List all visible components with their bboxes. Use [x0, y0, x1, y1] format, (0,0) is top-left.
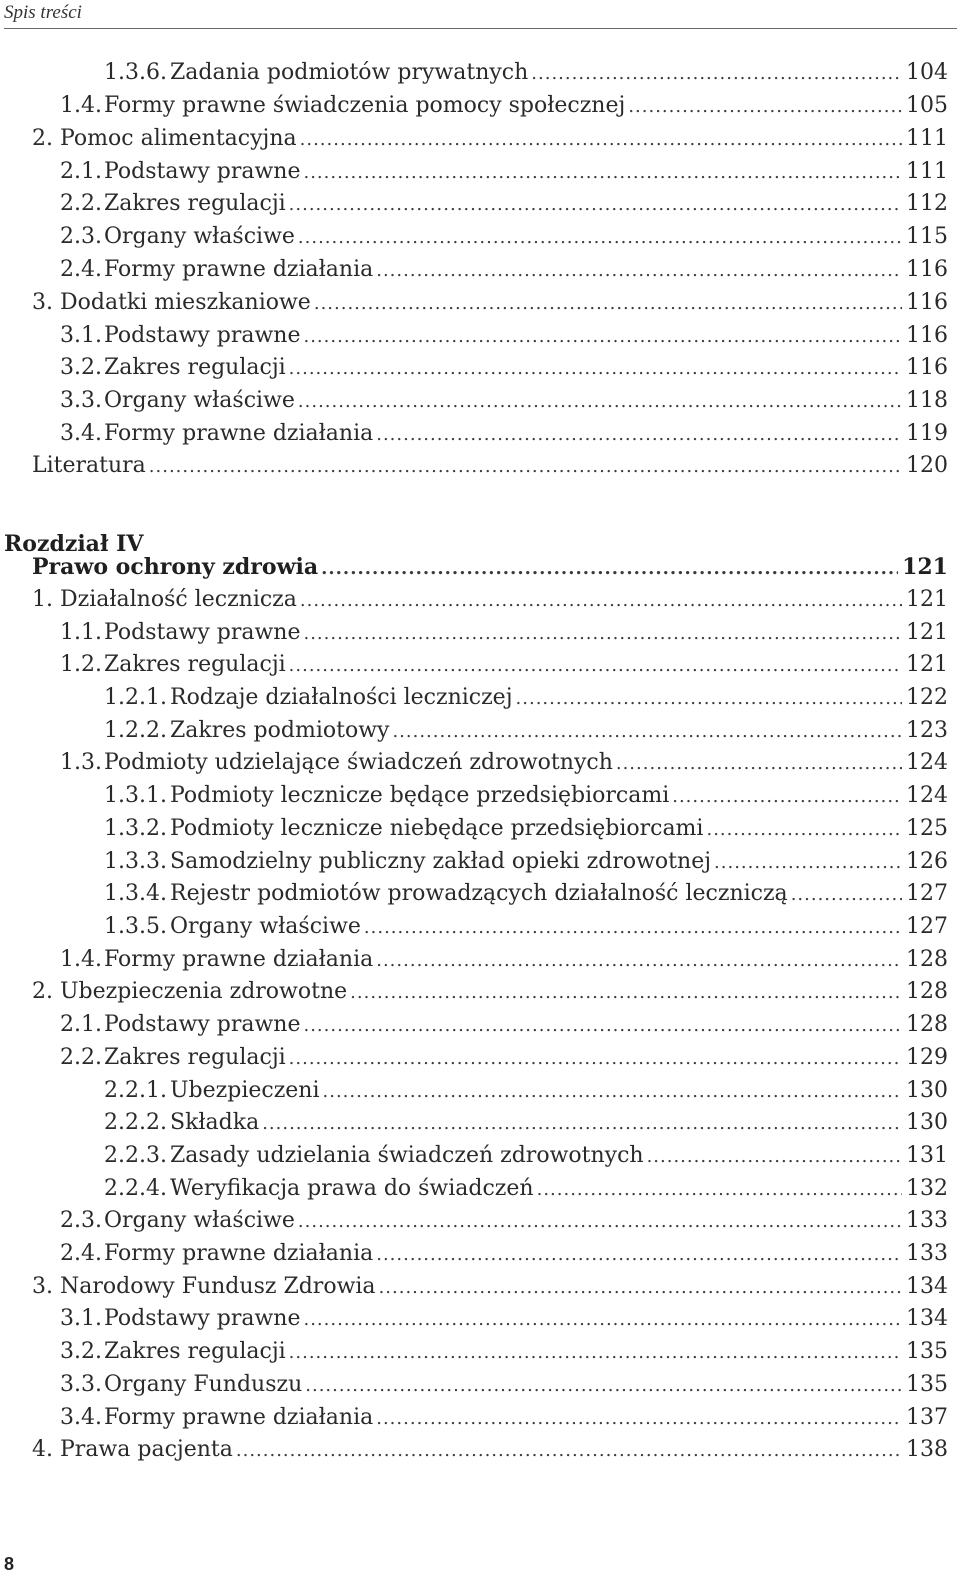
toc-entry-title: Podstawy prawne: [104, 323, 301, 348]
dot-leader: [647, 1143, 902, 1171]
dot-leader: [289, 1339, 902, 1367]
toc-entry-page: 135: [906, 1372, 948, 1397]
toc-entry-page: 127: [906, 914, 948, 939]
toc-entry-number: 4.: [32, 1437, 53, 1462]
toc-entry-title: Organy właściwe: [104, 224, 295, 249]
toc-entry-number: 1.2.1.: [104, 685, 167, 710]
dot-leader: [537, 1176, 902, 1204]
toc-entry: [60, 420, 948, 449]
toc-entry-number: 1.2.2.: [104, 718, 167, 743]
toc-entry-title: Podstawy prawne: [104, 620, 301, 645]
toc-entry-title: Ubezpieczenia zdrowotne: [60, 979, 348, 1004]
toc-entry-title: Organy właściwe: [104, 1208, 295, 1233]
toc-entry-page: 121: [902, 554, 948, 580]
toc-entry: [60, 619, 948, 648]
toc-entry-number: 1.1.: [60, 620, 102, 645]
toc-entry-page: 116: [906, 290, 948, 315]
toc-entry-title: Zakres podmiotowy: [170, 718, 390, 743]
toc-entry-title: Podmioty lecznicze niebędące przedsiębiorcami: [170, 816, 704, 841]
toc-entry-page: 112: [906, 191, 948, 216]
toc-entry: [60, 946, 948, 975]
toc-entry-page: 118: [906, 388, 948, 413]
toc-entry: [104, 1142, 948, 1171]
toc-entry-number: 1.3.2.: [104, 816, 167, 841]
toc-entry-title: Rejestr podmiotów prowadzących działalność leczniczą: [170, 881, 788, 906]
dot-leader: [376, 1405, 902, 1433]
toc-entry: [32, 978, 948, 1007]
toc-entry-number: 3.2.: [60, 355, 102, 380]
toc-entry-page: 115: [906, 224, 948, 249]
toc-entry-page: 105: [906, 93, 948, 118]
dot-leader: [323, 1078, 902, 1106]
toc-entry-number: 3.2.: [60, 1339, 102, 1364]
dot-leader: [303, 159, 902, 187]
toc-entry-page: 133: [906, 1241, 948, 1266]
toc-entry-title: Podstawy prawne: [104, 1012, 301, 1037]
toc-entry: [32, 586, 948, 615]
toc-entry-page: 116: [906, 355, 948, 380]
toc-entry: [60, 1207, 948, 1236]
dot-leader: [303, 1306, 902, 1334]
toc-entry-page: 137: [906, 1405, 948, 1430]
running-head: Spis treści: [4, 2, 82, 23]
dot-leader: [364, 914, 902, 942]
toc-entry-page: 128: [906, 979, 948, 1004]
toc-entry-title: Zakres regulacji: [104, 191, 286, 216]
dot-leader: [298, 1208, 902, 1236]
toc-entry-title: Prawo ochrony zdrowia: [32, 554, 319, 580]
dot-leader: [392, 718, 902, 746]
page-number: 8: [4, 1554, 15, 1574]
toc-entry-title: Zakres regulacji: [104, 652, 286, 677]
toc-entry-number: 3.3.: [60, 1372, 102, 1397]
toc-entry-number: 2.3.: [60, 1208, 102, 1233]
toc-entry-number: 2.2.1.: [104, 1078, 167, 1103]
toc-entry-number: 1.3.: [60, 750, 102, 775]
toc-entry: [60, 387, 948, 416]
toc-entry-number: 2.1.: [60, 1012, 102, 1037]
toc-entry-page: 133: [906, 1208, 948, 1233]
toc-entry-number: 2.2.2.: [104, 1110, 167, 1135]
toc-entry-number: 2.3.: [60, 224, 102, 249]
toc-entry-number: 2.4.: [60, 257, 102, 282]
toc-entry-title: Rodzaje działalności leczniczej: [170, 685, 513, 710]
toc-entry-number: 1.3.1.: [104, 783, 167, 808]
toc-entry-page: 116: [906, 257, 948, 282]
dot-leader: [628, 93, 902, 121]
toc-entry-page: 111: [906, 126, 948, 151]
toc-entry: [104, 782, 948, 811]
toc-entry: [104, 1109, 948, 1138]
toc-entry: [60, 92, 948, 121]
toc-entry-number: 3.: [32, 290, 53, 315]
dot-leader: [350, 979, 902, 1007]
toc-entry-page: 130: [906, 1078, 948, 1103]
dot-leader: [300, 587, 902, 615]
dot-leader: [376, 1241, 902, 1269]
toc-entry-title: Składka: [170, 1110, 260, 1135]
toc-entry: [60, 1404, 948, 1433]
toc-entry-number: 1.: [32, 587, 53, 612]
dot-leader: [289, 191, 902, 219]
toc-entry-number: 3.1.: [60, 323, 102, 348]
toc-entry-number: 2.2.: [60, 1045, 102, 1070]
toc-entry-page: 130: [906, 1110, 948, 1135]
toc-entry: [32, 125, 948, 154]
toc-entry-page: 119: [906, 421, 948, 446]
toc-entry-title: Podstawy prawne: [104, 1306, 301, 1331]
toc-entry-page: 128: [906, 947, 948, 972]
dot-leader: [791, 881, 902, 909]
toc-entry: [32, 553, 948, 583]
toc-entry: [32, 289, 948, 318]
header-rule: [4, 28, 957, 29]
toc-entry-page: 120: [906, 453, 948, 478]
dot-leader: [376, 947, 902, 975]
toc-entry-page: 132: [906, 1176, 948, 1201]
toc-entry-title: Zadania podmiotów prywatnych: [170, 60, 529, 85]
toc-entry: [104, 913, 948, 942]
toc-entry-number: 1.3.3.: [104, 849, 167, 874]
toc-entry-number: 2.4.: [60, 1241, 102, 1266]
dot-leader: [706, 816, 902, 844]
dot-leader: [303, 323, 902, 351]
dot-leader: [321, 555, 898, 583]
toc-entry-title: Ubezpieczeni: [170, 1078, 320, 1103]
dot-leader: [616, 750, 902, 778]
dot-leader: [298, 224, 902, 252]
dot-leader: [298, 388, 902, 416]
toc-entry-number: 3.1.: [60, 1306, 102, 1331]
toc-entry-title: Dodatki mieszkaniowe: [60, 290, 311, 315]
toc-entry-number: 2.1.: [60, 159, 102, 184]
toc-entry: [60, 322, 948, 351]
dot-leader: [376, 257, 902, 285]
toc-entry-page: 129: [906, 1045, 948, 1070]
toc-entry-number: 1.4.: [60, 947, 102, 972]
toc-entry-page: 126: [906, 849, 948, 874]
toc-entry-page: 111: [906, 159, 948, 184]
toc-entry-title: Organy właściwe: [170, 914, 361, 939]
toc-entry-title: Podstawy prawne: [104, 159, 301, 184]
toc-entry: [60, 749, 948, 778]
toc-entry-page: 127: [906, 881, 948, 906]
toc-entry-number: 2.2.4.: [104, 1176, 167, 1201]
toc-entry-page: 124: [906, 783, 948, 808]
toc-entry-title: Literatura: [32, 453, 146, 478]
toc-entry: [60, 651, 948, 680]
toc-entry-page: 138: [906, 1437, 948, 1462]
toc-entry-title: Organy właściwe: [104, 388, 295, 413]
dot-leader: [516, 685, 902, 713]
dot-leader: [300, 126, 902, 154]
toc-entry-number: 2.: [32, 979, 53, 1004]
dot-leader: [305, 1372, 902, 1400]
dot-leader: [714, 849, 902, 877]
toc-entry: [60, 256, 948, 285]
toc-entry: [104, 684, 948, 713]
dot-leader: [376, 421, 902, 449]
toc-entry-page: 124: [906, 750, 948, 775]
dot-leader: [379, 1274, 902, 1302]
toc-entry: [32, 1436, 948, 1465]
toc-entry-page: 128: [906, 1012, 948, 1037]
dot-leader: [236, 1437, 902, 1465]
toc-entry-title: Prawa pacjenta: [60, 1437, 233, 1462]
toc-entry: [104, 815, 948, 844]
toc-entry-page: 121: [906, 652, 948, 677]
toc-entry-title: Zakres regulacji: [104, 355, 286, 380]
toc-entry-title: Działalność lecznicza: [60, 587, 297, 612]
toc-entry-number: 3.3.: [60, 388, 102, 413]
toc-entry-number: 3.: [32, 1274, 53, 1299]
toc-entry-page: 125: [906, 816, 948, 841]
toc-entry-number: 1.4.: [60, 93, 102, 118]
dot-leader: [289, 355, 902, 383]
toc-entry-page: 116: [906, 323, 948, 348]
toc-entry-page: 122: [906, 685, 948, 710]
toc-entry-number: 1.2.: [60, 652, 102, 677]
toc-entry: [60, 1371, 948, 1400]
toc-entry: [60, 190, 948, 219]
dot-leader: [149, 453, 902, 481]
toc-entry-title: Samodzielny publiczny zakład opieki zdrowotnej: [170, 849, 712, 874]
toc-entry-title: Zasady udzielania świadczeń zdrowotnych: [170, 1143, 644, 1168]
toc-entry-title: Formy prawne działania: [104, 421, 374, 446]
dot-leader: [262, 1110, 902, 1138]
toc-entry-number: 3.4.: [60, 1405, 102, 1430]
toc-entry: [60, 1338, 948, 1367]
toc-entry: [104, 1077, 948, 1106]
toc-entry: [60, 354, 948, 383]
toc-entry: [32, 452, 948, 481]
toc-entry-title: Formy prawne świadczenia pomocy społecznej: [104, 93, 626, 118]
toc-entry-title: Podmioty udzielające świadczeń zdrowotnych: [104, 750, 613, 775]
toc-entry-number: 2.2.3.: [104, 1143, 167, 1168]
toc-entry-number: 2.2.: [60, 191, 102, 216]
toc-entry-title: Pomoc alimentacyjna: [60, 126, 297, 151]
toc-entry-page: 121: [906, 620, 948, 645]
toc-entry-page: 135: [906, 1339, 948, 1364]
toc-entry-title: Organy Funduszu: [104, 1372, 303, 1397]
toc-entry-title: Zakres regulacji: [104, 1339, 286, 1364]
toc-entry-title: Narodowy Fundusz Zdrowia: [60, 1274, 376, 1299]
toc-entry-page: 121: [906, 587, 948, 612]
toc-entry-number: 3.4.: [60, 421, 102, 446]
toc-entry-number: 1.3.4.: [104, 881, 167, 906]
toc-entry-page: 104: [906, 60, 948, 85]
dot-leader: [303, 620, 902, 648]
toc-entry: [60, 1044, 948, 1073]
chapter-label: Rozdział IV: [4, 531, 144, 557]
toc-entry: [60, 1011, 948, 1040]
toc-entry: [104, 59, 948, 88]
toc-entry: [60, 158, 948, 187]
toc-entry-number: 1.3.6.: [104, 60, 167, 85]
toc-entry-page: 131: [906, 1143, 948, 1168]
toc-entry-number: 1.3.5.: [104, 914, 167, 939]
dot-leader: [303, 1012, 902, 1040]
toc-entry: [32, 1273, 948, 1302]
dot-leader: [289, 1045, 902, 1073]
toc-entry: [104, 1175, 948, 1204]
toc-entry-title: Formy prawne działania: [104, 257, 374, 282]
toc-entry-title: Formy prawne działania: [104, 1241, 374, 1266]
dot-leader: [314, 290, 902, 318]
dot-leader: [672, 783, 902, 811]
toc-entry: [60, 1305, 948, 1334]
dot-leader: [289, 652, 902, 680]
toc-entry-page: 123: [906, 718, 948, 743]
toc-entry-title: Podmioty lecznicze będące przedsiębiorcami: [170, 783, 670, 808]
dot-leader: [531, 60, 902, 88]
toc-entry: [104, 880, 948, 909]
toc-entry-title: Weryfikacja prawa do świadczeń: [170, 1176, 534, 1201]
toc-entry-title: Formy prawne działania: [104, 947, 374, 972]
toc-entry-number: 2.: [32, 126, 53, 151]
toc-entry-page: 134: [906, 1306, 948, 1331]
toc-entry: [104, 717, 948, 746]
toc-entry: [104, 848, 948, 877]
toc-entry-page: 134: [906, 1274, 948, 1299]
toc-entry: [60, 1240, 948, 1269]
toc-entry-title: Zakres regulacji: [104, 1045, 286, 1070]
toc-entry: [60, 223, 948, 252]
toc-entry-title: Formy prawne działania: [104, 1405, 374, 1430]
